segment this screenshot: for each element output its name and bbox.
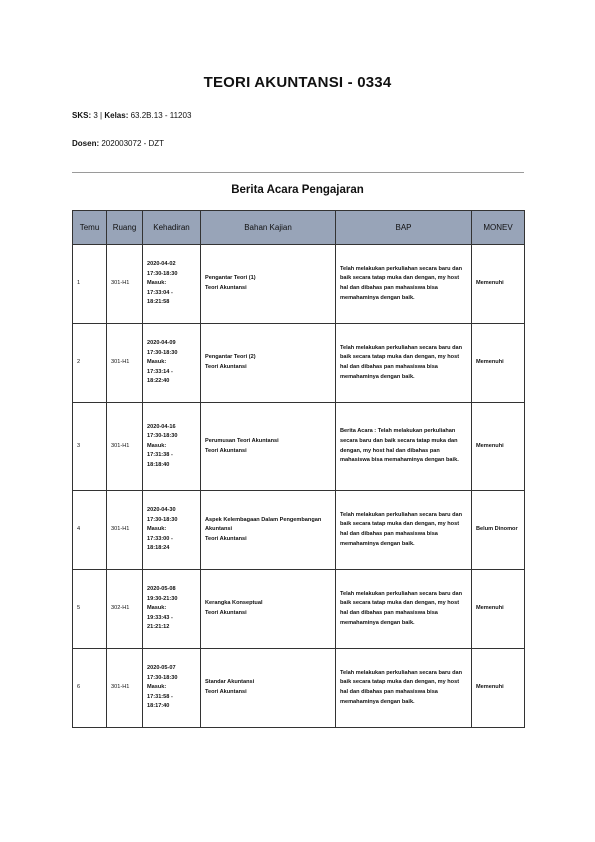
cell-temu: 6 — [73, 649, 107, 728]
cell-bap: Telah melakukan perkuliahan secara baru dan baik secara tatap muka dan dengan, my host hal dan dibahas pan mahasiswa bisa memahaminya dengan baik. — [336, 570, 472, 649]
bahan-course: Teori Akuntansi — [205, 364, 247, 370]
masuk-label: Masuk: — [147, 684, 167, 691]
kelas-value: 63.2B.13 - 11203 — [130, 111, 192, 120]
session-time: 17:30-18:30 — [147, 270, 178, 277]
bahan-course: Teori Akuntansi — [205, 285, 247, 291]
masuk-label: Masuk: — [147, 442, 167, 449]
cell-bahan-kajian — [201, 570, 336, 649]
lecturer-meta — [72, 139, 164, 148]
session-time: 17:30-18:30 — [147, 349, 178, 356]
cell-kehadiran — [143, 324, 201, 403]
sks-value: 3 — [93, 111, 98, 120]
table-row — [73, 570, 525, 649]
bahan-topic: Standar Akuntansi — [205, 679, 255, 686]
header-temu: Temu — [73, 211, 107, 245]
page-title: TEORI AKUNTANSI - 0334 — [203, 74, 392, 91]
table-row — [73, 649, 525, 728]
cell-monev: Memenuhi — [472, 245, 525, 324]
dosen-value: 202003072 - DZT — [101, 139, 165, 148]
keluar-time: 18:22:40 — [147, 378, 170, 385]
bahan-topic: Pengantar Teori (1) — [205, 275, 256, 282]
cell-bap: Telah melakukan perkuliahan secara baru dan baik secara tatap muka dan dengan, my host hal dan dibahas pan mahasiswa bisa memahaminya dengan baik. — [336, 649, 472, 728]
session-time: 17:30-18:30 — [147, 516, 178, 523]
bahan-course: Teori Akuntansi — [205, 689, 247, 695]
keluar-time: 21:21:12 — [147, 624, 170, 631]
masuk-time: 17:33:00 - — [147, 535, 173, 542]
meta-separator: | — [100, 111, 103, 120]
header-monev: MONEV — [472, 211, 525, 245]
cell-ruang: 301-H1 — [107, 324, 143, 403]
cell-temu: 2 — [73, 324, 107, 403]
bahan-topic: Perumusan Teori Akuntansi — [205, 437, 279, 444]
cell-monev: Memenuhi — [472, 324, 525, 403]
cell-kehadiran — [143, 245, 201, 324]
cell-bap: Telah melakukan perkuliahan secara baru dan baik secara tatap muka dan dengan, my host hal dan dibahas pan mahasiswa bisa memahaminya dengan baik. — [336, 245, 472, 324]
cell-monev: Memenuhi — [472, 570, 525, 649]
session-time: 19:30-21:30 — [147, 595, 178, 602]
cell-ruang: 301-H1 — [107, 245, 143, 324]
cell-kehadiran — [143, 649, 201, 728]
cell-kehadiran — [143, 403, 201, 491]
session-time: 17:30-18:30 — [147, 674, 178, 681]
table-header-row — [73, 211, 525, 245]
keluar-time: 18:17:40 — [147, 703, 170, 710]
cell-bahan-kajian — [201, 245, 336, 324]
cell-ruang: 301-H1 — [107, 649, 143, 728]
cell-ruang: 301-H1 — [107, 491, 143, 570]
session-date: 2020-05-07 — [147, 665, 176, 672]
cell-temu: 4 — [73, 491, 107, 570]
sks-label: SKS: — [72, 111, 92, 120]
bahan-course: Teori Akuntansi — [205, 447, 247, 454]
cell-bap: Berita Acara : Telah melakukan perkuliahan secara baru dan baik secara tatap muka dan dengan, my host hal dan dibahas pan mahasiswa bisa memahaminya dengan baik. — [336, 403, 472, 491]
cell-temu: 3 — [73, 403, 107, 491]
masuk-label: Masuk: — [147, 526, 167, 533]
bap-table — [72, 210, 525, 728]
kelas-label: Kelas: — [104, 111, 129, 120]
table-row — [73, 491, 525, 570]
masuk-label: Masuk: — [147, 359, 167, 366]
cell-temu: 5 — [73, 570, 107, 649]
session-date: 2020-04-02 — [147, 261, 176, 268]
keluar-time: 18:18:40 — [147, 461, 170, 468]
cell-kehadiran — [143, 491, 201, 570]
header-ruang: Ruang — [107, 211, 143, 245]
cell-monev: Memenuhi — [472, 649, 525, 728]
table-row — [73, 324, 525, 403]
cell-ruang: 302-H1 — [107, 570, 143, 649]
course-meta — [72, 111, 191, 120]
masuk-time: 19:33:43 - — [147, 614, 173, 621]
cell-kehadiran — [143, 570, 201, 649]
cell-temu: 1 — [73, 245, 107, 324]
session-date: 2020-04-09 — [147, 340, 176, 347]
header-bap: BAP — [336, 211, 472, 245]
cell-bap: Telah melakukan perkuliahan secara baru dan baik secara tatap muka dan dengan, my host hal dan dibahas pan mahasiswa bisa memahaminya dengan baik. — [336, 324, 472, 403]
bahan-topic: Aspek Kelembagaan Dalam Pengembangan Akuntansi — [205, 516, 322, 533]
cell-bahan-kajian — [201, 324, 336, 403]
masuk-label: Masuk: — [147, 605, 167, 612]
masuk-label: Masuk: — [147, 280, 167, 287]
cell-monev: Belum Dinomor — [472, 491, 525, 570]
divider — [72, 172, 524, 173]
bahan-topic: Pengantar Teori (2) — [205, 354, 256, 361]
cell-monev: Memenuhi — [472, 403, 525, 491]
table-row — [73, 245, 525, 324]
bahan-course: Teori Akuntansi — [205, 535, 247, 542]
section-title: Berita Acara Pengajaran — [231, 184, 364, 196]
cell-bahan-kajian — [201, 649, 336, 728]
cell-ruang: 301-H1 — [107, 403, 143, 491]
bahan-topic: Kerangka Konseptual — [205, 600, 263, 607]
masuk-time: 17:33:14 - — [147, 368, 173, 375]
masuk-time: 17:31:58 - — [147, 693, 173, 700]
session-date: 2020-05-08 — [147, 586, 176, 593]
table-row — [73, 403, 525, 491]
masuk-time: 17:31:38 - — [147, 452, 173, 459]
bahan-course: Teori Akuntansi — [205, 610, 247, 616]
session-date: 2020-04-30 — [147, 507, 176, 514]
masuk-time: 17:33:04 - — [147, 289, 173, 296]
cell-bahan-kajian — [201, 491, 336, 570]
dosen-label: Dosen: — [72, 139, 100, 148]
keluar-time: 18:18:24 — [147, 545, 170, 552]
session-date: 2020-04-16 — [147, 423, 176, 430]
cell-bap: Telah melakukan perkuliahan secara baru dan baik secara tatap muka dan dengan, my host hal dan dibahas pan mahasiswa bisa memahaminya dengan baik. — [336, 491, 472, 570]
session-time: 17:30-18:30 — [147, 433, 178, 440]
header-kehadiran: Kehadiran — [143, 211, 201, 245]
keluar-time: 18:21:58 — [147, 299, 170, 306]
header-bahan-kajian: Bahan Kajian — [201, 211, 336, 245]
cell-bahan-kajian — [201, 403, 336, 491]
